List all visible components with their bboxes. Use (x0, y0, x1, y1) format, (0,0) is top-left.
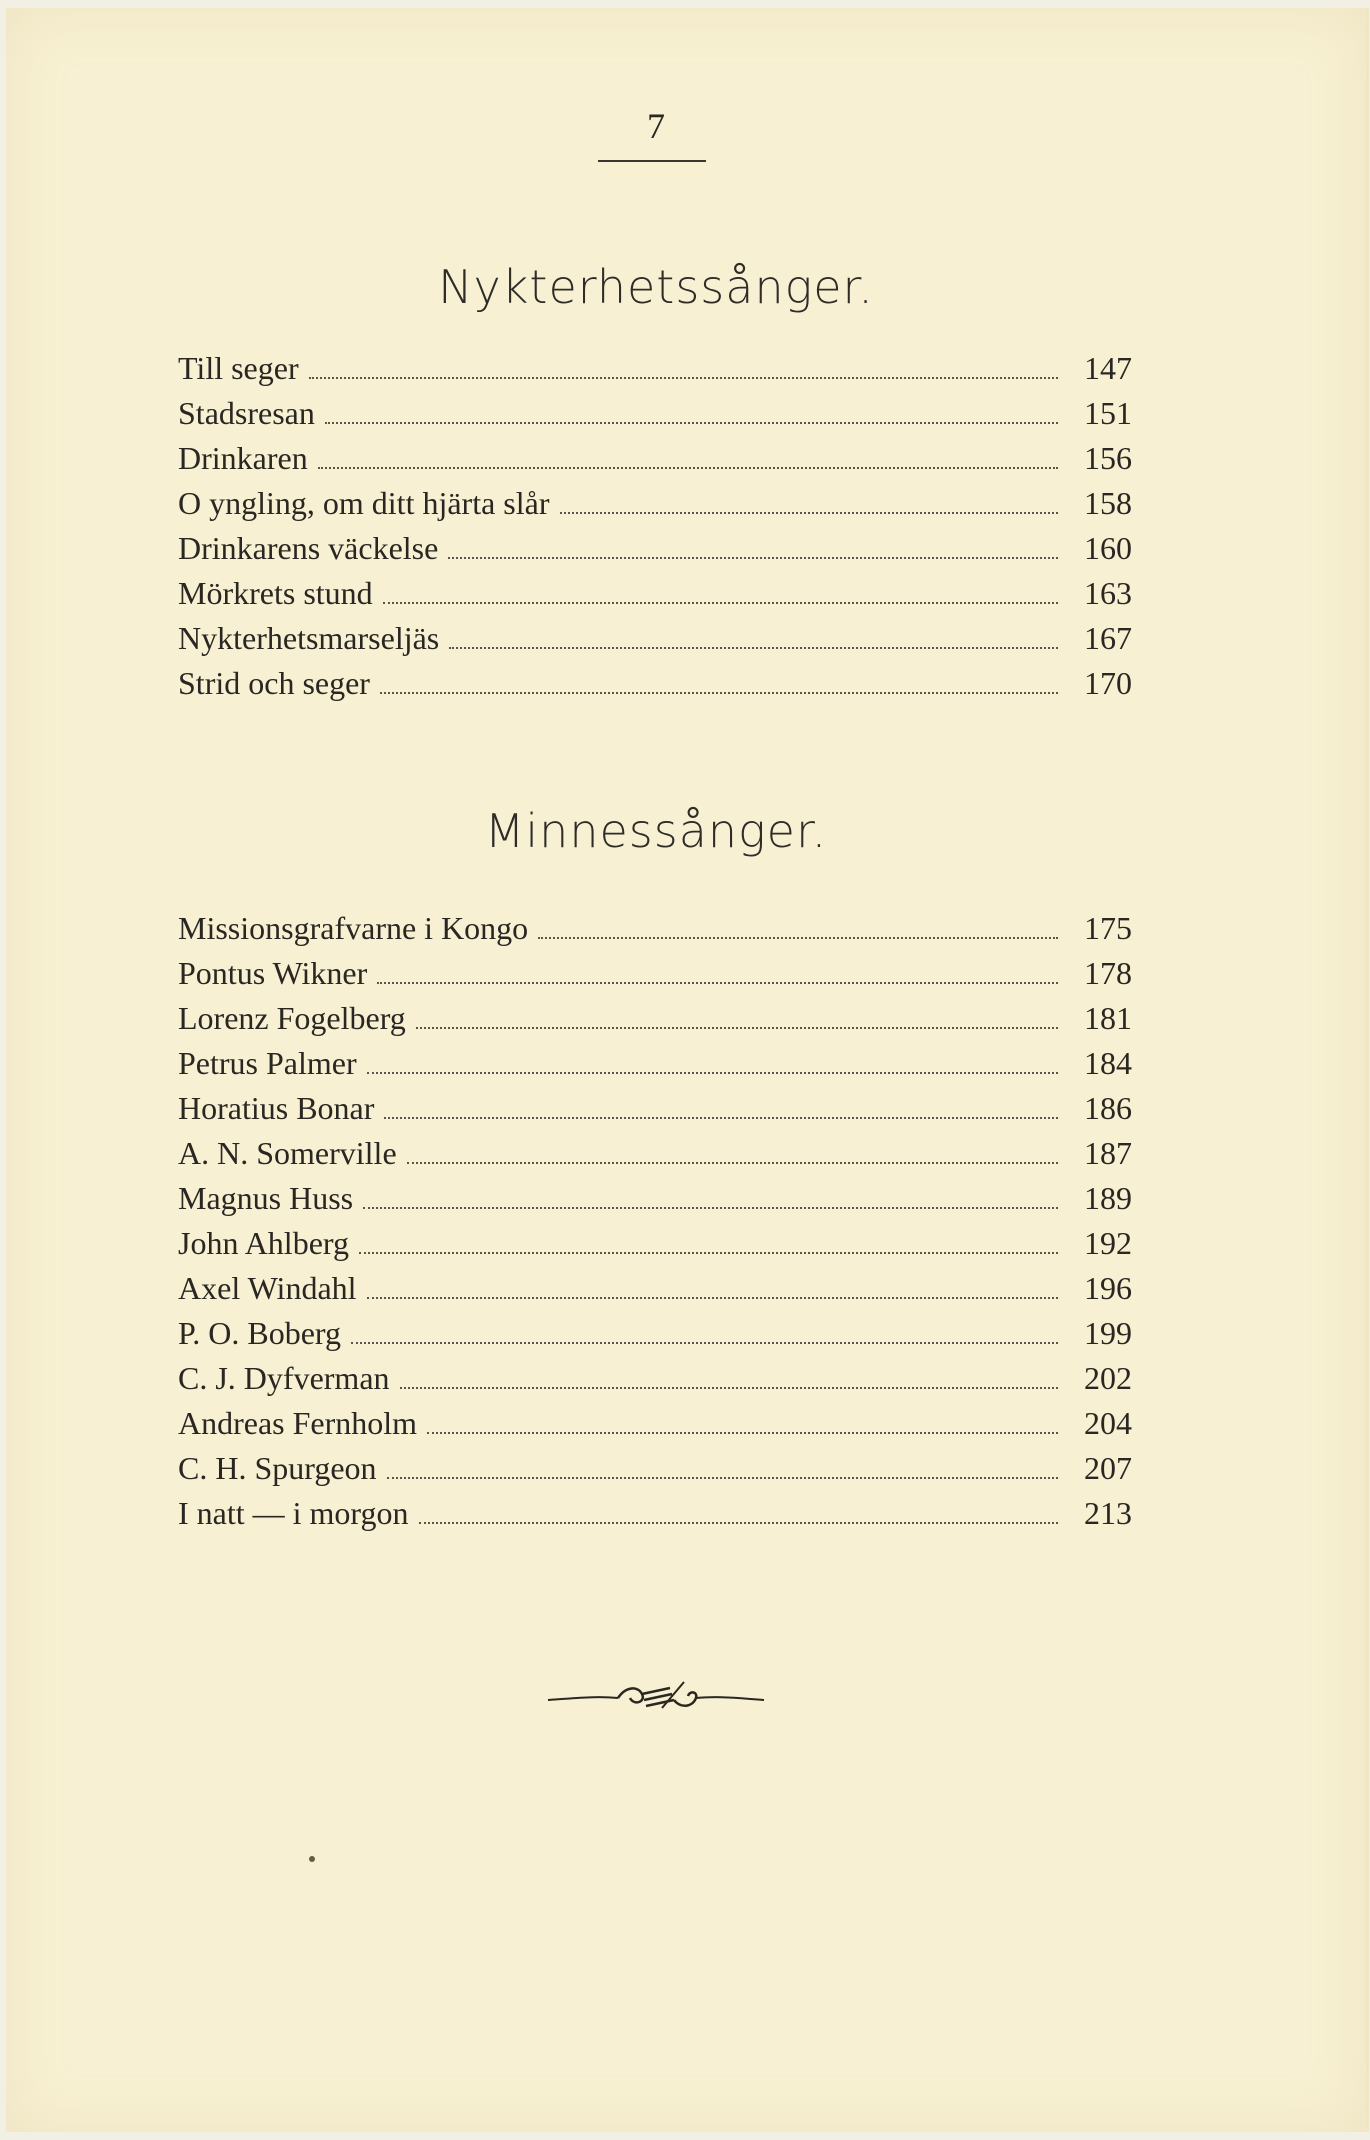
toc-entry-title: O yngling, om ditt hjärta slår (178, 485, 550, 521)
toc-entry[interactable] (178, 1176, 1132, 1221)
dot-leader (560, 512, 1059, 514)
dot-leader (383, 602, 1058, 604)
dot-leader (427, 1432, 1058, 1434)
dot-leader (367, 1072, 1058, 1074)
toc-entry-page: 184 (1084, 1045, 1132, 1081)
toc-entry[interactable] (178, 481, 1132, 526)
toc-entry[interactable] (178, 1491, 1132, 1536)
toc-entry[interactable] (178, 661, 1132, 706)
toc-entry[interactable] (178, 391, 1132, 436)
toc-entry-title: Pontus Wikner (178, 955, 368, 991)
dot-leader (448, 557, 1058, 559)
toc-entry-page: 175 (1084, 910, 1132, 946)
toc-entry-page: 163 (1084, 575, 1132, 611)
toc-entry-page: 156 (1084, 440, 1132, 476)
toc-entry-title: C. H. Spurgeon (178, 1450, 377, 1486)
toc-entry-page: 158 (1084, 485, 1132, 521)
dot-leader (309, 377, 1058, 379)
section-title-nykterhetssanger: Nykterhetssånger. (438, 260, 874, 314)
dot-leader (380, 692, 1058, 694)
section-title-minnessanger: Minnessånger. (484, 804, 828, 858)
toc-entry-title: Mörkrets stund (178, 575, 373, 611)
dot-leader (419, 1522, 1059, 1524)
toc-entry-title: Andreas Fernholm (178, 1405, 418, 1441)
toc-entry[interactable] (178, 1131, 1132, 1176)
toc-entry[interactable] (178, 996, 1132, 1041)
toc-entry-page: 189 (1084, 1180, 1132, 1216)
dot-leader (367, 1297, 1058, 1299)
toc-entry-title: Till seger (178, 350, 299, 386)
toc-entry-page: 192 (1084, 1225, 1132, 1261)
dot-leader (384, 1117, 1058, 1119)
toc-entry-page: 151 (1084, 395, 1132, 431)
dot-leader (416, 1027, 1058, 1029)
toc-entry[interactable] (178, 1356, 1132, 1401)
dot-leader (318, 467, 1058, 469)
toc-entry[interactable] (178, 1041, 1132, 1086)
toc-entry[interactable] (178, 1446, 1132, 1491)
toc-entry-title: P. O. Boberg (178, 1315, 341, 1351)
toc-entry-title: Strid och seger (178, 665, 370, 701)
toc-entry-page: 213 (1084, 1495, 1132, 1531)
page-number: 7 (647, 106, 665, 146)
toc-entry-page: 207 (1084, 1450, 1132, 1486)
toc-entry-title: Missionsgrafvarne i Kongo (178, 910, 529, 946)
dot-leader (363, 1207, 1058, 1209)
flourish-ornament-icon (546, 1676, 766, 1716)
toc-entry-page: 160 (1084, 530, 1132, 566)
book-page (6, 8, 1369, 2132)
dot-leader (377, 982, 1058, 984)
toc-entry-page: 170 (1084, 665, 1132, 701)
toc-entry-title: Drinkarens väckelse (178, 530, 439, 566)
dot-leader (359, 1252, 1058, 1254)
paper-speck (309, 1856, 315, 1862)
toc-entry[interactable] (178, 571, 1132, 616)
toc-entry-page: 178 (1084, 955, 1132, 991)
page-number-rule (598, 160, 706, 162)
toc-entry[interactable] (178, 951, 1132, 996)
toc-entry[interactable] (178, 436, 1132, 481)
toc-entry-title: Magnus Huss (178, 1180, 354, 1216)
toc-entry[interactable] (178, 1401, 1132, 1446)
toc-entry[interactable] (178, 1311, 1132, 1356)
toc-entry-title: Horatius Bonar (178, 1090, 375, 1126)
toc-entry-page: 167 (1084, 620, 1132, 656)
dot-leader (538, 937, 1058, 939)
toc-entry-title: I natt — i morgon (178, 1495, 409, 1531)
toc-entry[interactable] (178, 616, 1132, 661)
toc-entry-title: Lorenz Fogelberg (178, 1000, 406, 1036)
toc-entry[interactable] (178, 1086, 1132, 1131)
dot-leader (325, 422, 1058, 424)
toc-entry-title: Nykterhetsmarseljäs (178, 620, 440, 656)
toc-entry-page: 147 (1084, 350, 1132, 386)
dot-leader (449, 647, 1058, 649)
toc-entry-page: 181 (1084, 1000, 1132, 1036)
toc-entry[interactable] (178, 1221, 1132, 1266)
toc-entry-title: John Ahlberg (178, 1225, 349, 1261)
dot-leader (407, 1162, 1058, 1164)
toc-entry[interactable] (178, 906, 1132, 951)
dot-leader (387, 1477, 1058, 1479)
toc-entry-title: Axel Windahl (178, 1270, 357, 1306)
toc-entry-title: Drinkaren (178, 440, 308, 476)
dot-leader (400, 1387, 1058, 1389)
toc-entry[interactable] (178, 526, 1132, 571)
toc-entry-page: 199 (1084, 1315, 1132, 1351)
toc-entry-page: 202 (1084, 1360, 1132, 1396)
toc-entry-title: Petrus Palmer (178, 1045, 357, 1081)
toc-entry[interactable] (178, 346, 1132, 391)
toc-entry[interactable] (178, 1266, 1132, 1311)
toc-entry-page: 187 (1084, 1135, 1132, 1171)
dot-leader (351, 1342, 1058, 1344)
toc-list-minnessanger (178, 906, 1132, 1536)
toc-entry-title: C. J. Dyfverman (178, 1360, 390, 1396)
toc-entry-title: A. N. Somerville (178, 1135, 397, 1171)
toc-entry-page: 196 (1084, 1270, 1132, 1306)
toc-entry-title: Stadsresan (178, 395, 315, 431)
toc-entry-page: 204 (1084, 1405, 1132, 1441)
toc-entry-page: 186 (1084, 1090, 1132, 1126)
toc-list-nykterhetssanger (178, 346, 1132, 706)
